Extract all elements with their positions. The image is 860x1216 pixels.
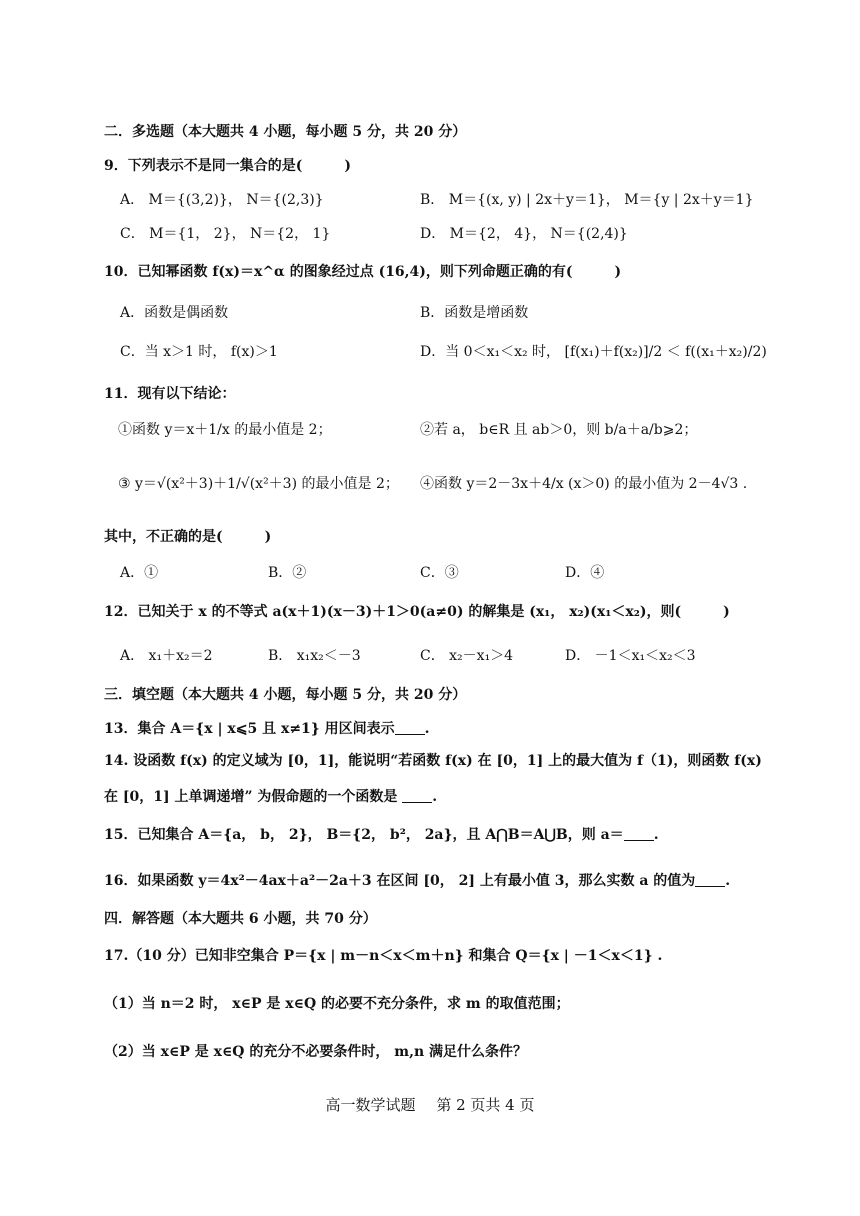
page-footer [0,1094,860,1115]
footer-title: 高一数学试题 [325,1096,416,1114]
footer-page-number: 第 2 页共 4 页 [436,1096,535,1114]
question-12-option-c: C． x₂－x₁＞4 [420,648,514,664]
section-4-heading: 四．解答题（本大题共 6 小题，共 70 分） [104,911,377,927]
section-3-heading: 三．填空题（本大题共 4 小题，每小题 5 分，共 20 分） [104,687,467,703]
question-16 [104,871,730,891]
question-9-stem: 9．下列表示不是同一集合的是( ) [104,158,351,174]
question-11-conclusion-3: ③ y＝√(x²＋3)＋1/√(x²＋3) 的最小值是 2； [118,476,399,492]
question-15-text: 15．已知集合 A＝{a， b， 2}， B＝{2， b²， 2a}，且 A⋂B＝A⋃B，则 a＝ [104,827,624,843]
question-9-option-b: B． M＝{(x, y) | 2x＋y＝1}， M＝{y | 2x＋y＝1} [420,192,754,208]
question-17-part-1: （1）当 n＝2 时， x∈P 是 x∈Q 的必要不充分条件，求 m 的取值范围； [104,996,570,1012]
answer-blank [402,788,432,803]
question-12-text: 12．已知关于 x 的不等式 a(x＋1)(x－3)＋1＞0(a≠0) 的解集是 (x₁， x₂)(x₁＜x₂)，则 [104,604,675,620]
question-12-stem: 12．已知关于 x 的不等式 a(x＋1)(x－3)＋1＞0(a≠0) 的解集是 (x₁， x₂)(x₁＜x₂)，则( ) [104,604,730,620]
question-9-option-d: D． M＝{2， 4}， N＝{(2,4)} [420,226,628,242]
question-11-ask: 其中，不正确的是( ) [104,529,272,545]
question-17-part-2: （2）当 x∈P 是 x∈Q 的充分不必要条件时， m,n 满足什么条件？ [104,1044,527,1060]
question-12-option-d: D． －1＜x₁＜x₂＜3 [565,648,696,664]
answer-blank [624,826,654,841]
answer-blank [695,872,725,887]
question-11-ask-text: 其中，不正确的是 [104,529,216,545]
question-13-period: . [424,721,430,737]
question-10-option-d: D．当 0＜x₁＜x₂ 时， [f(x₁)＋f(x₂)]/2 ＜ f((x₁＋x₂)/2) [420,344,767,360]
question-11-conclusion-1: ①函数 y＝x＋1/x 的最小值是 2； [118,422,332,438]
section-2-heading: 二．多选题（本大题共 4 小题，每小题 5 分，共 20 分） [104,124,467,140]
question-11-option-c: C．③ [420,565,459,581]
question-16-period: . [725,873,731,889]
question-10-option-b: B．函数是增函数 [420,305,529,321]
question-10-option-a: A．函数是偶函数 [120,305,229,321]
question-13-text: 13．集合 A＝{x | x⩽5 且 x≠1} 用区间表示 [104,721,395,737]
question-13 [104,719,430,739]
question-9-option-c: C． M＝{1， 2}， N＝{2， 1} [120,226,331,242]
question-11-option-b: B．② [268,565,307,581]
question-11-conclusion-4: ④函数 y＝2－3x＋4/x (x＞0) 的最小值为 2－4√3 . [420,476,748,492]
question-12-option-a: A． x₁＋x₂＝2 [120,648,213,664]
question-14-line-2 [104,787,437,807]
question-9-text: 9．下列表示不是同一集合的是 [104,158,296,174]
question-12-option-b: B． x₁x₂＜－3 [268,648,361,664]
question-17-stem: 17.（10 分）已知非空集合 P＝{x | m－n＜x＜m＋n} 和集合 Q＝{x | －1＜x＜1} . [104,948,663,964]
question-10-stem: 10．已知幂函数 f(x)＝x^α 的图象经过点 (16,4)，则下列命题正确的有( ) [104,264,622,280]
question-11-stem: 11．现有以下结论： [104,386,236,402]
question-14-line-1: 14. 设函数 f(x) 的定义域为 [0，1]，能说明“若函数 f(x) 在 [0，1] 上的最大值为 f（1)，则函数 f(x) [104,753,762,769]
question-10-text: 10．已知幂函数 f(x)＝x^α 的图象经过点 (16,4)，则下列命题正确的有 [104,264,566,280]
question-16-text: 16．如果函数 y＝4x²－4ax＋a²－2a＋3 在区间 [0， 2] 上有最小值 3，那么实数 a 的值为 [104,873,696,889]
question-9-option-a: A． M＝{(3,2)}， N＝{(2,3)} [120,192,324,208]
question-11-option-a: A．① [120,565,159,581]
question-11-conclusion-2: ②若 a， b∈R 且 ab＞0，则 b/a＋a/b⩾2； [420,422,698,438]
question-14-text: 在 [0，1] 上单调递增” 为假命题的一个函数是 [104,789,398,805]
question-10-option-c: C．当 x＞1 时， f(x)＞1 [120,344,278,360]
question-14-period: . [432,789,438,805]
question-15 [104,825,659,845]
question-15-period: . [653,827,659,843]
answer-blank [395,720,425,735]
question-11-option-d: D．④ [565,565,605,581]
